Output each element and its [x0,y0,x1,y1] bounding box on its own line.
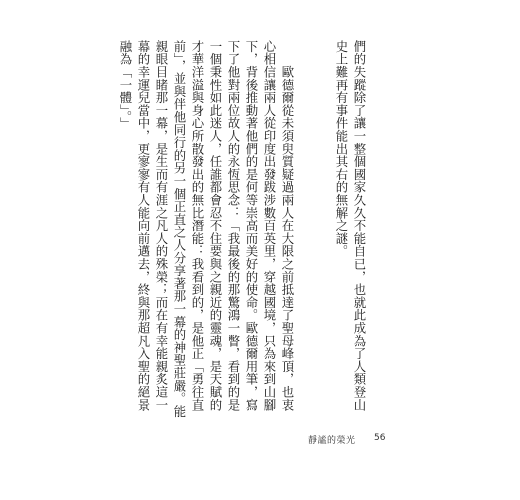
body-text [80,40,404,420]
page-number: 56 [374,433,386,443]
paragraph-2: 歐德爾從未須臾質疑過兩人在大限之前抵達了聖母峰頂，也衷心相信讓兩人從印度出發跋涉數百英里，穿越國境，只為來到山腳下，背後推動著他們的是何等崇高而美好的使命。歐德爾用筆，寫下了他對兩位故人的永恆思念：「我最後的那驚鴻一瞥，看到的是一個秉性如此迷人，任誰都會忍不住要與之親近的靈魂，是天賦的才華洋溢與身心所散發出的無比潛能：我看到的，是他正「勇往直前」，並與伴他同行的另一個正直之人分享著那一幕的神聖莊嚴。能親眼目睹那一幕，是生而有涯之凡人的殊榮；而在有幸能親炙這一幕的幸運兒當中，更寥寥有人能向前邁去，終與那超凡入聖的絕景融為「一體」。」 [118,40,295,418]
paragraph-1: 們的失蹤除了讓一整個國家久久不能自已，也就此成為了人類登山史上難再有事件能出其右的無解之謎。 [334,40,367,412]
running-title: 靜謐的榮光 [308,436,356,446]
